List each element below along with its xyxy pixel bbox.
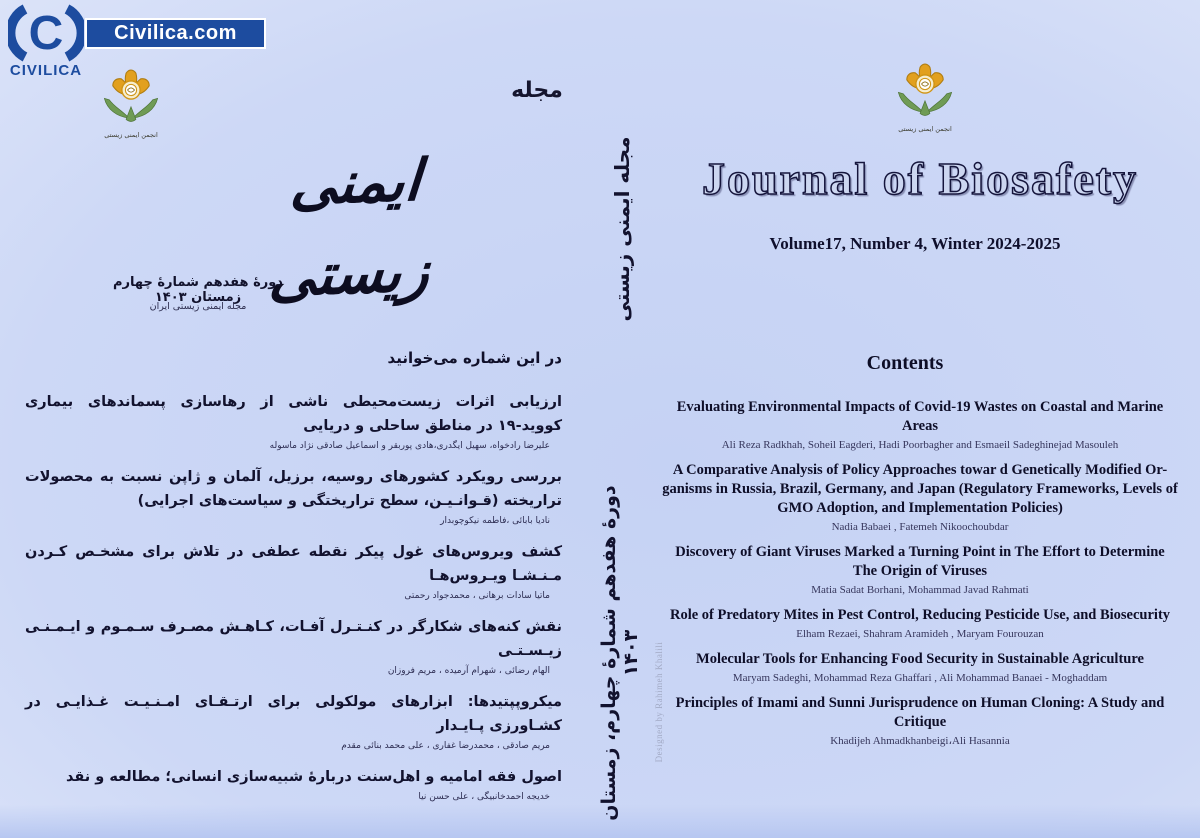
article-authors: Nadia Babaei , Fatemeh Nikoochoubdar	[831, 521, 1009, 533]
spine-issue: دورهٔ هفدهم شمارهٔ چهارم، زمستان ۱۴۰۳	[598, 485, 642, 821]
persian-journal-subtitle: مجله ایمنی زیستی ایران	[149, 301, 247, 312]
persian-issue-line: دورهٔ هفدهم شمارهٔ چهارم زمستان ۱۴۰۳	[113, 275, 283, 305]
civilica-c-icon	[8, 2, 84, 64]
article-title: نقش کنه‌های شکارگر در کنـتـرل آفـات، کـاهـش مصـرف سـمـوم و ایـمـنـی زیـسـتـی	[25, 619, 562, 659]
emblem-caption: انجمن ایمنی زیستی	[898, 125, 952, 133]
article-authors: ماتیا سادات برهانی ، محمدجواد رحمتی	[404, 591, 550, 601]
article-title: کشف ویروس‌های غول پیکر نقطه عطفی در تلاش برای مشخـص کـردن مـنـشـا ویـروس‌هـا	[25, 544, 562, 584]
toc-entry	[25, 765, 562, 804]
article-title: ارزیابی اثرات زیست‌محیطی ناشی از رهاسازی پسماندهای بیماری کووید-۱۹ در مناطق ساحلی و دریایی	[25, 394, 562, 434]
svg-text:C: C	[28, 7, 64, 60]
toc-entry	[25, 465, 562, 528]
toc-entry	[25, 390, 562, 453]
biosafety-emblem-icon	[96, 66, 166, 128]
toc-entry	[25, 690, 562, 753]
persian-toc	[25, 390, 562, 816]
article-authors: Maryam Sadeghi, Mohammad Reza Ghaffari , Ali Mohammad Banaei - Moghaddam	[732, 672, 1108, 684]
contents-heading: Contents	[866, 352, 944, 374]
article-title: Discovery of Giant Viruses Marked a Turning Point in The Effort to Determine The Origin of Viruses	[675, 544, 1165, 579]
article-authors: Khadijeh Ahmadkhanbeigi،Ali Hasannia	[830, 735, 1010, 747]
article-title: بررسی رویکرد کشورهای روسیه، برزیل، آلمان و ژاپن نسبت به محصولات تراریخته (قـوانـیـن، سطح تراریختگی و سیاست‌های اجرایی)	[25, 469, 562, 509]
biosafety-emblem-icon	[890, 60, 960, 122]
toc-entry	[662, 543, 1178, 597]
english-toc	[662, 398, 1178, 757]
toc-entry	[662, 398, 1178, 452]
civilica-domain-label: Civilica.com	[114, 22, 237, 44]
persian-journal-word: مجله	[511, 78, 563, 103]
emblem-caption: انجمن ایمنی زیستی	[104, 131, 158, 139]
spine-title: مجله ایمنی زیستی	[610, 136, 634, 322]
article-title: Role of Predatory Mites in Pest Control, Reducing Pesticide Use, and Biosecurity	[669, 607, 1171, 623]
article-authors: Ali Reza Radkhah, Soheil Eagderi, Hadi Poorbagher and Esmaeil Sadeghinejad Masouleh	[721, 439, 1119, 451]
article-authors: علیرضا رادخواه، سهیل ایگدری،هادی پوربقر و اسماعیل صادقی نژاد ماسوله	[269, 441, 550, 451]
designer-credit: Designed by Rahimeh Khalili	[654, 641, 664, 763]
english-volume-line: Volume17, Number 4, Winter 2024-2025	[769, 234, 1061, 253]
article-authors: مریم صادقی ، محمدرضا غفاری ، علی محمد بنائی مقدم	[341, 741, 550, 751]
toc-entry	[662, 606, 1178, 641]
article-title: میکروپپتیدها: ابزارهای مولکولی برای ارتـقـای امـنـیـت غـذایـی در کشـاورزی پـایـدار	[25, 694, 562, 734]
toc-entry	[662, 694, 1178, 748]
article-authors: خدیجه احمدخانبیگی ، علی حسن نیا	[418, 792, 550, 802]
toc-entry	[662, 461, 1178, 534]
article-title: A Comparative Analysis of Policy Approaches towar d Genetically Modified Or-ganisms in Russia, Brazil, Germany, and Japan (Regulatory Frameworks, Levels of GMO Adoption, and Implementation Policies)	[662, 462, 1178, 516]
civilica-wordmark: CIVILICA	[9, 62, 83, 79]
persian-title-calligraphy: ایمنی زیستی	[267, 147, 432, 310]
biosafety-emblem-left	[90, 66, 172, 139]
article-title: Evaluating Environmental Impacts of Covid-19 Wastes on Coastal and Marine Areas	[676, 399, 1164, 434]
toc-entry	[662, 650, 1178, 685]
toc-entry	[25, 540, 562, 603]
article-title: Principles of Imami and Sunni Jurisprudence on Human Cloning: A Study and Critique	[675, 695, 1165, 730]
article-authors: الهام رضائی ، شهرام آرمیده ، مریم فروزان	[387, 666, 550, 676]
toc-entry	[25, 615, 562, 678]
article-authors: Matia Sadat Borhani, Mohammad Javad Rahmati	[811, 584, 1029, 596]
english-journal-title: Journal of Biosafety	[701, 153, 1139, 204]
article-title: اصول فقه امامیه و اهل‌سنت دربارهٔ شبیه‌سازی انسانی؛ مطالعه و نقد	[65, 769, 562, 785]
article-authors: Elham Rezaei, Shahram Aramideh , Maryam Fourouzan	[796, 628, 1044, 640]
article-authors: نادیا بابائی ،فاطمه نیکوچوبدار	[440, 516, 550, 526]
civilica-domain-banner[interactable]	[85, 18, 266, 49]
biosafety-emblem-right	[884, 60, 966, 133]
persian-toc-heading: در این شماره می‌خوانید	[387, 349, 562, 367]
article-title: Molecular Tools for Enhancing Food Security in Sustainable Agriculture	[696, 651, 1144, 667]
